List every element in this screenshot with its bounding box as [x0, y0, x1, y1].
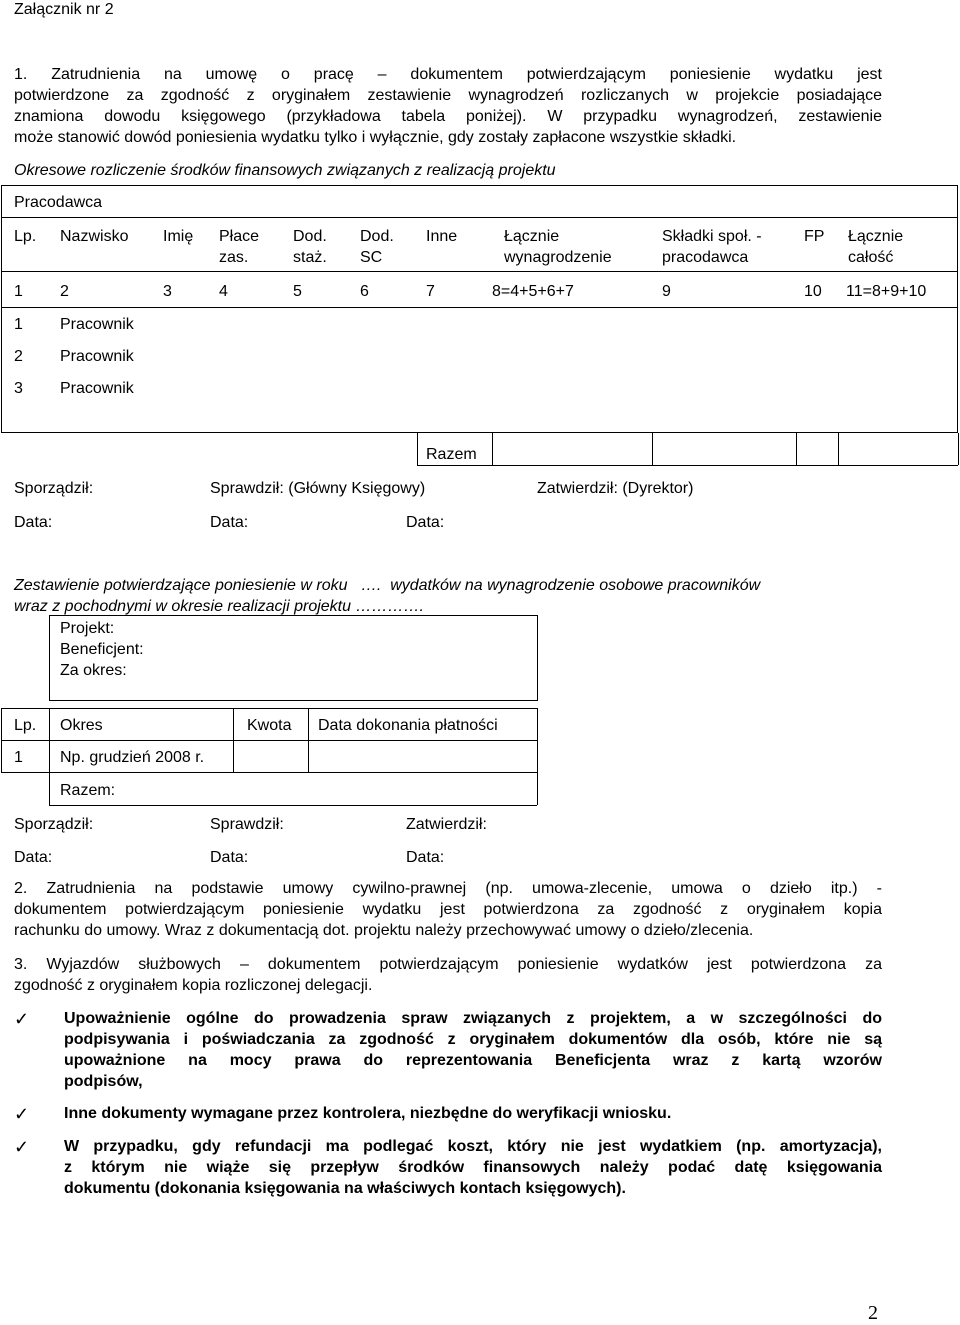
employer-label: Pracodawca: [14, 194, 103, 211]
col-header-salary: zas.: [219, 249, 249, 266]
table-row-lp: 2: [14, 348, 23, 365]
col-header-surname: Nazwisko: [60, 228, 129, 245]
total-label: Razem: [426, 446, 477, 463]
col-header-grand-total: Łącznie: [848, 228, 904, 245]
checkmark-icon: ✓: [14, 1104, 30, 1124]
col-header-fp: FP: [804, 228, 825, 245]
table2-header-amount: Kwota: [247, 717, 292, 734]
project-label: Projekt:: [60, 620, 115, 637]
table2-header-period: Okres: [60, 717, 103, 734]
col-header-other: Inne: [426, 228, 458, 245]
checked-by-label: Sprawdził:: [210, 816, 284, 833]
checklist-item-line: podpisywania i poświadczania za zgodność z oryginałem dokumentów dla osób, które nie są: [64, 1031, 882, 1048]
table2-row-lp: 1: [14, 749, 23, 766]
total-row-border: [417, 465, 958, 466]
date-label: Data:: [406, 514, 445, 531]
col-header-grand-total: całość: [848, 249, 894, 266]
col-header-contributions: Składki społ. -: [662, 228, 762, 245]
section1-line: potwierdzone za zgodność z oryginałem zestawienie wynagrodzeń rozliczanych w projekcie posiadające: [14, 87, 882, 104]
checked-by-label: Sprawdził: (Główny Księgowy): [210, 480, 426, 497]
checklist-item-line: Inne dokumenty wymagane przez kontrolera, niezbędne do weryfikacji wniosku.: [64, 1105, 672, 1122]
col-number: 11=8+9+10: [846, 283, 927, 300]
checklist-item-line: podpisów,: [64, 1073, 143, 1090]
date-label: Data:: [210, 849, 249, 866]
col-header-contributions: pracodawca: [662, 249, 749, 266]
attachment-label: Załącznik nr 2: [14, 1, 114, 18]
checklist-item-line: dokumentu (dokonania księgowania na właściwych kontach księgowych).: [64, 1180, 626, 1197]
col-number: 2: [60, 283, 69, 300]
beneficiary-label: Beneficjent:: [60, 641, 144, 658]
col-number: 3: [163, 283, 172, 300]
col-header-seniority: Dod.: [293, 228, 327, 245]
table1-divider: [1, 217, 958, 218]
table-row-lp: 1: [14, 316, 23, 333]
prepared-by-label: Sporządził:: [14, 816, 94, 833]
col-number: 7: [426, 283, 435, 300]
col-number: 4: [219, 283, 228, 300]
statement-line: Zestawienie potwierdzające poniesienie w roku …. wydatków na wynagrodzenie osobowe pracowników: [14, 577, 761, 594]
col-header-seniority: staż.: [293, 249, 327, 266]
page-number: 2: [868, 1302, 878, 1324]
table2-header-payment-date: Data dokonania płatności: [318, 717, 498, 734]
table2-row-period: Np. grudzień 2008 r.: [60, 749, 205, 766]
date-label: Data:: [210, 514, 249, 531]
table2-border: [1, 740, 537, 741]
col-number: 9: [662, 283, 671, 300]
section2-line: dokumentem potwierdzającym poniesienie wydatku jest potwierdzona za zgodność z oryginałem kopia: [14, 901, 882, 918]
table-row-lp: 3: [14, 380, 23, 397]
table2-border: [1, 708, 537, 709]
col-number: 6: [360, 283, 369, 300]
table-row-name: Pracownik: [60, 348, 134, 365]
col-header-sc: Dod.: [360, 228, 394, 245]
table2-total-label: Razem:: [60, 782, 116, 799]
period-label: Za okres:: [60, 662, 127, 679]
total-row-border: [958, 433, 959, 465]
total-row-border: [652, 433, 653, 465]
col-header-total-salary: Łącznie: [504, 228, 560, 245]
date-label: Data:: [14, 514, 53, 531]
col-number: 8=4+5+6+7: [492, 283, 574, 300]
date-label: Data:: [14, 849, 53, 866]
table2-border: [537, 708, 538, 805]
approved-by-label: Zatwierdził:: [406, 816, 487, 833]
table1-frame: [1, 185, 958, 433]
checkmark-icon: ✓: [14, 1137, 30, 1157]
table-row-name: Pracownik: [60, 380, 134, 397]
col-header-lp: Lp.: [14, 228, 37, 245]
section3-line: zgodność z oryginałem kopia rozliczonej delegacji.: [14, 977, 373, 994]
checklist-item-line: upoważnione na mocy prawa do reprezentowania Beneficjenta wraz z kartą wzorów: [64, 1052, 882, 1069]
table2-border: [49, 805, 537, 806]
total-row-border: [417, 433, 418, 465]
table-row-name: Pracownik: [60, 316, 134, 333]
section1-line: 1. Zatrudnienia na umowę o pracę – dokumentem potwierdzającym poniesienie wydatku jest: [14, 66, 882, 83]
total-row-border: [838, 433, 839, 465]
table2-border: [1, 772, 537, 773]
table1-title: Okresowe rozliczenie środków finansowych związanych z realizacją projektu: [14, 162, 556, 179]
col-header-total-salary: wynagrodzenie: [504, 249, 612, 266]
col-header-sc: SC: [360, 249, 383, 266]
total-row-border: [492, 433, 493, 465]
checklist-item-line: z którym nie wiąże się przepływ środków finansowych należy podać datę księgowania: [64, 1159, 882, 1176]
table2-border: [49, 708, 50, 805]
col-number: 10: [804, 283, 822, 300]
statement-line: wraz z pochodnymi w okresie realizacji projektu ………….: [14, 598, 424, 615]
checklist-item-line: W przypadku, gdy refundacji ma podlegać koszt, który nie jest wydatkiem (np. amortyzacja),: [64, 1138, 882, 1155]
section1-line: może stanowić dowód poniesienia wydatku tylko i wyłącznie, gdy zostały zapłacone wszystkie składki.: [14, 129, 737, 146]
approved-by-label: Zatwierdził: (Dyrektor): [537, 480, 694, 497]
table2-header-lp: Lp.: [14, 717, 37, 734]
table1-divider: [1, 271, 958, 272]
col-header-salary: Płace: [219, 228, 260, 245]
section2-line: 2. Zatrudnienia na podstawie umowy cywilno-prawnej (np. umowa-zlecenie, umowa o dzieło itp.) -: [14, 880, 882, 897]
table1-divider: [1, 307, 958, 308]
col-header-firstname: Imię: [163, 228, 194, 245]
section1-line: znamiona dowodu księgowego (przykładowa tabela poniżej). W przypadku wynagrodzeń, zestawienie: [14, 108, 882, 125]
col-number: 5: [293, 283, 302, 300]
table2-border: [1, 708, 2, 772]
table2-border: [308, 708, 309, 772]
prepared-by-label: Sporządził:: [14, 480, 94, 497]
col-number: 1: [14, 283, 23, 300]
section2-line: rachunku do umowy. Wraz z dokumentacją dot. projektu należy przechowywać umowy o dzieło/zlecenia.: [14, 922, 754, 939]
table2-border: [233, 708, 234, 772]
date-label: Data:: [406, 849, 445, 866]
section3-line: 3. Wyjazdów służbowych – dokumentem potwierdzającym poniesienie wydatków jest potwierdzona za: [14, 956, 882, 973]
checkmark-icon: ✓: [14, 1009, 30, 1029]
total-row-border: [796, 433, 797, 465]
checklist-item-line: Upoważnienie ogólne do prowadzenia spraw związanych z projektem, a w szczególności do: [64, 1010, 882, 1027]
